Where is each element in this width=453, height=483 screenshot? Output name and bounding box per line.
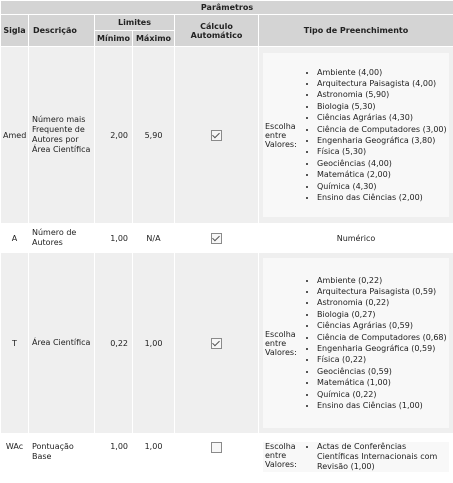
cell-tipo — [259, 253, 453, 434]
tipo-options-box — [263, 258, 449, 428]
table-row-amed — [1, 47, 453, 224]
header-sigla: Sigla — [1, 15, 29, 47]
calculo-automatico-checkbox[interactable] — [211, 442, 222, 453]
cell-sigla: T — [1, 253, 29, 434]
header-descricao: Descrição — [29, 15, 95, 47]
table-row-t — [1, 253, 453, 434]
cell-tipo: Numérico — [259, 224, 453, 253]
cell-maximo: 5,90 — [133, 47, 175, 224]
cell-sigla: Amed — [1, 47, 29, 224]
option-item: • Actas de Conferências Científicas Internacionais com Revisão (1,00) — [317, 442, 449, 472]
option-item: • Biologia (5,30) — [317, 101, 447, 112]
cell-minimo: 1,00 — [95, 224, 133, 253]
options-list — [305, 67, 447, 204]
option-item: • Ambiente (0,22) — [317, 275, 447, 286]
option-item: • Química (0,22) — [317, 389, 447, 400]
option-item: • Astronomia (5,90) — [317, 89, 447, 100]
cell-tipo — [259, 434, 453, 483]
header-calculo-automatico: Cálculo Automático — [175, 15, 259, 47]
header-minimo: Mínimo — [95, 31, 133, 47]
option-item: • Biologia (0,27) — [317, 309, 447, 320]
options-list — [305, 442, 449, 472]
option-item: • Geociências (4,00) — [317, 158, 447, 169]
calculo-automatico-checkbox[interactable] — [211, 338, 222, 349]
header-limites: Limites — [95, 15, 175, 31]
option-item: • Ensino das Ciências (1,00) — [317, 400, 447, 411]
option-item: • Arquitectura Paisagista (0,59) — [317, 286, 447, 297]
option-item: • Ciências Agrárias (0,59) — [317, 320, 447, 331]
option-item: • Astronomia (0,22) — [317, 297, 447, 308]
cell-sigla: A — [1, 224, 29, 253]
option-item: • Geociências (0,59) — [317, 366, 447, 377]
cell-descricao: Área Científica — [29, 253, 95, 434]
calculo-automatico-checkbox[interactable] — [211, 233, 222, 244]
option-item: • Ciência de Computadores (0,68) — [317, 332, 447, 343]
option-item: • Matemática (2,00) — [317, 169, 447, 180]
cell-descricao: Número de Autores — [29, 224, 95, 253]
calculo-automatico-checkbox[interactable] — [211, 130, 222, 141]
cell-minimo: 1,00 — [95, 434, 133, 483]
cell-sigla: WAc — [1, 434, 29, 483]
cell-maximo: N/A — [133, 224, 175, 253]
cell-maximo: 1,00 — [133, 253, 175, 434]
option-item: • Engenharia Geográfica (3,80) — [317, 135, 447, 146]
tipo-label: Escolha entre Valores: — [263, 330, 305, 357]
header-parametros: Parâmetros — [1, 1, 453, 15]
cell-calculo — [175, 434, 259, 483]
option-item: • Matemática (1,00) — [317, 377, 447, 388]
header-tipo-preenchimento: Tipo de Preenchimento — [259, 15, 453, 47]
header-maximo: Máximo — [133, 31, 175, 47]
option-item: • Ciências Agrárias (4,30) — [317, 112, 447, 123]
cell-minimo: 2,00 — [95, 47, 133, 224]
cell-tipo — [259, 47, 453, 224]
option-item: • Ambiente (4,00) — [317, 67, 447, 78]
cell-minimo: 0,22 — [95, 253, 133, 434]
option-item: • Arquitectura Paisagista (4,00) — [317, 78, 447, 89]
cell-descricao: Pontuação Base — [29, 434, 95, 483]
option-item: • Física (5,30) — [317, 146, 447, 157]
table-row-a — [1, 224, 453, 253]
tipo-label: Escolha entre Valores: — [263, 122, 305, 149]
tipo-options-box — [263, 53, 449, 217]
cell-calculo — [175, 224, 259, 253]
option-item: • Ciência de Computadores (3,00) — [317, 124, 447, 135]
tipo-options-box — [263, 442, 449, 472]
option-item: • Engenharia Geográfica (0,59) — [317, 343, 447, 354]
cell-calculo — [175, 47, 259, 224]
option-item: • Física (0,22) — [317, 354, 447, 365]
tipo-label: Escolha entre Valores: — [263, 442, 305, 469]
cell-calculo — [175, 253, 259, 434]
option-item: • Ensino das Ciências (2,00) — [317, 192, 447, 203]
table-row-wac — [1, 434, 453, 483]
cell-descricao: Número mais Frequente de Autores por Área Científica — [29, 47, 95, 224]
cell-maximo: 1,00 — [133, 434, 175, 483]
option-item: • Química (4,30) — [317, 181, 447, 192]
options-list — [305, 275, 447, 412]
